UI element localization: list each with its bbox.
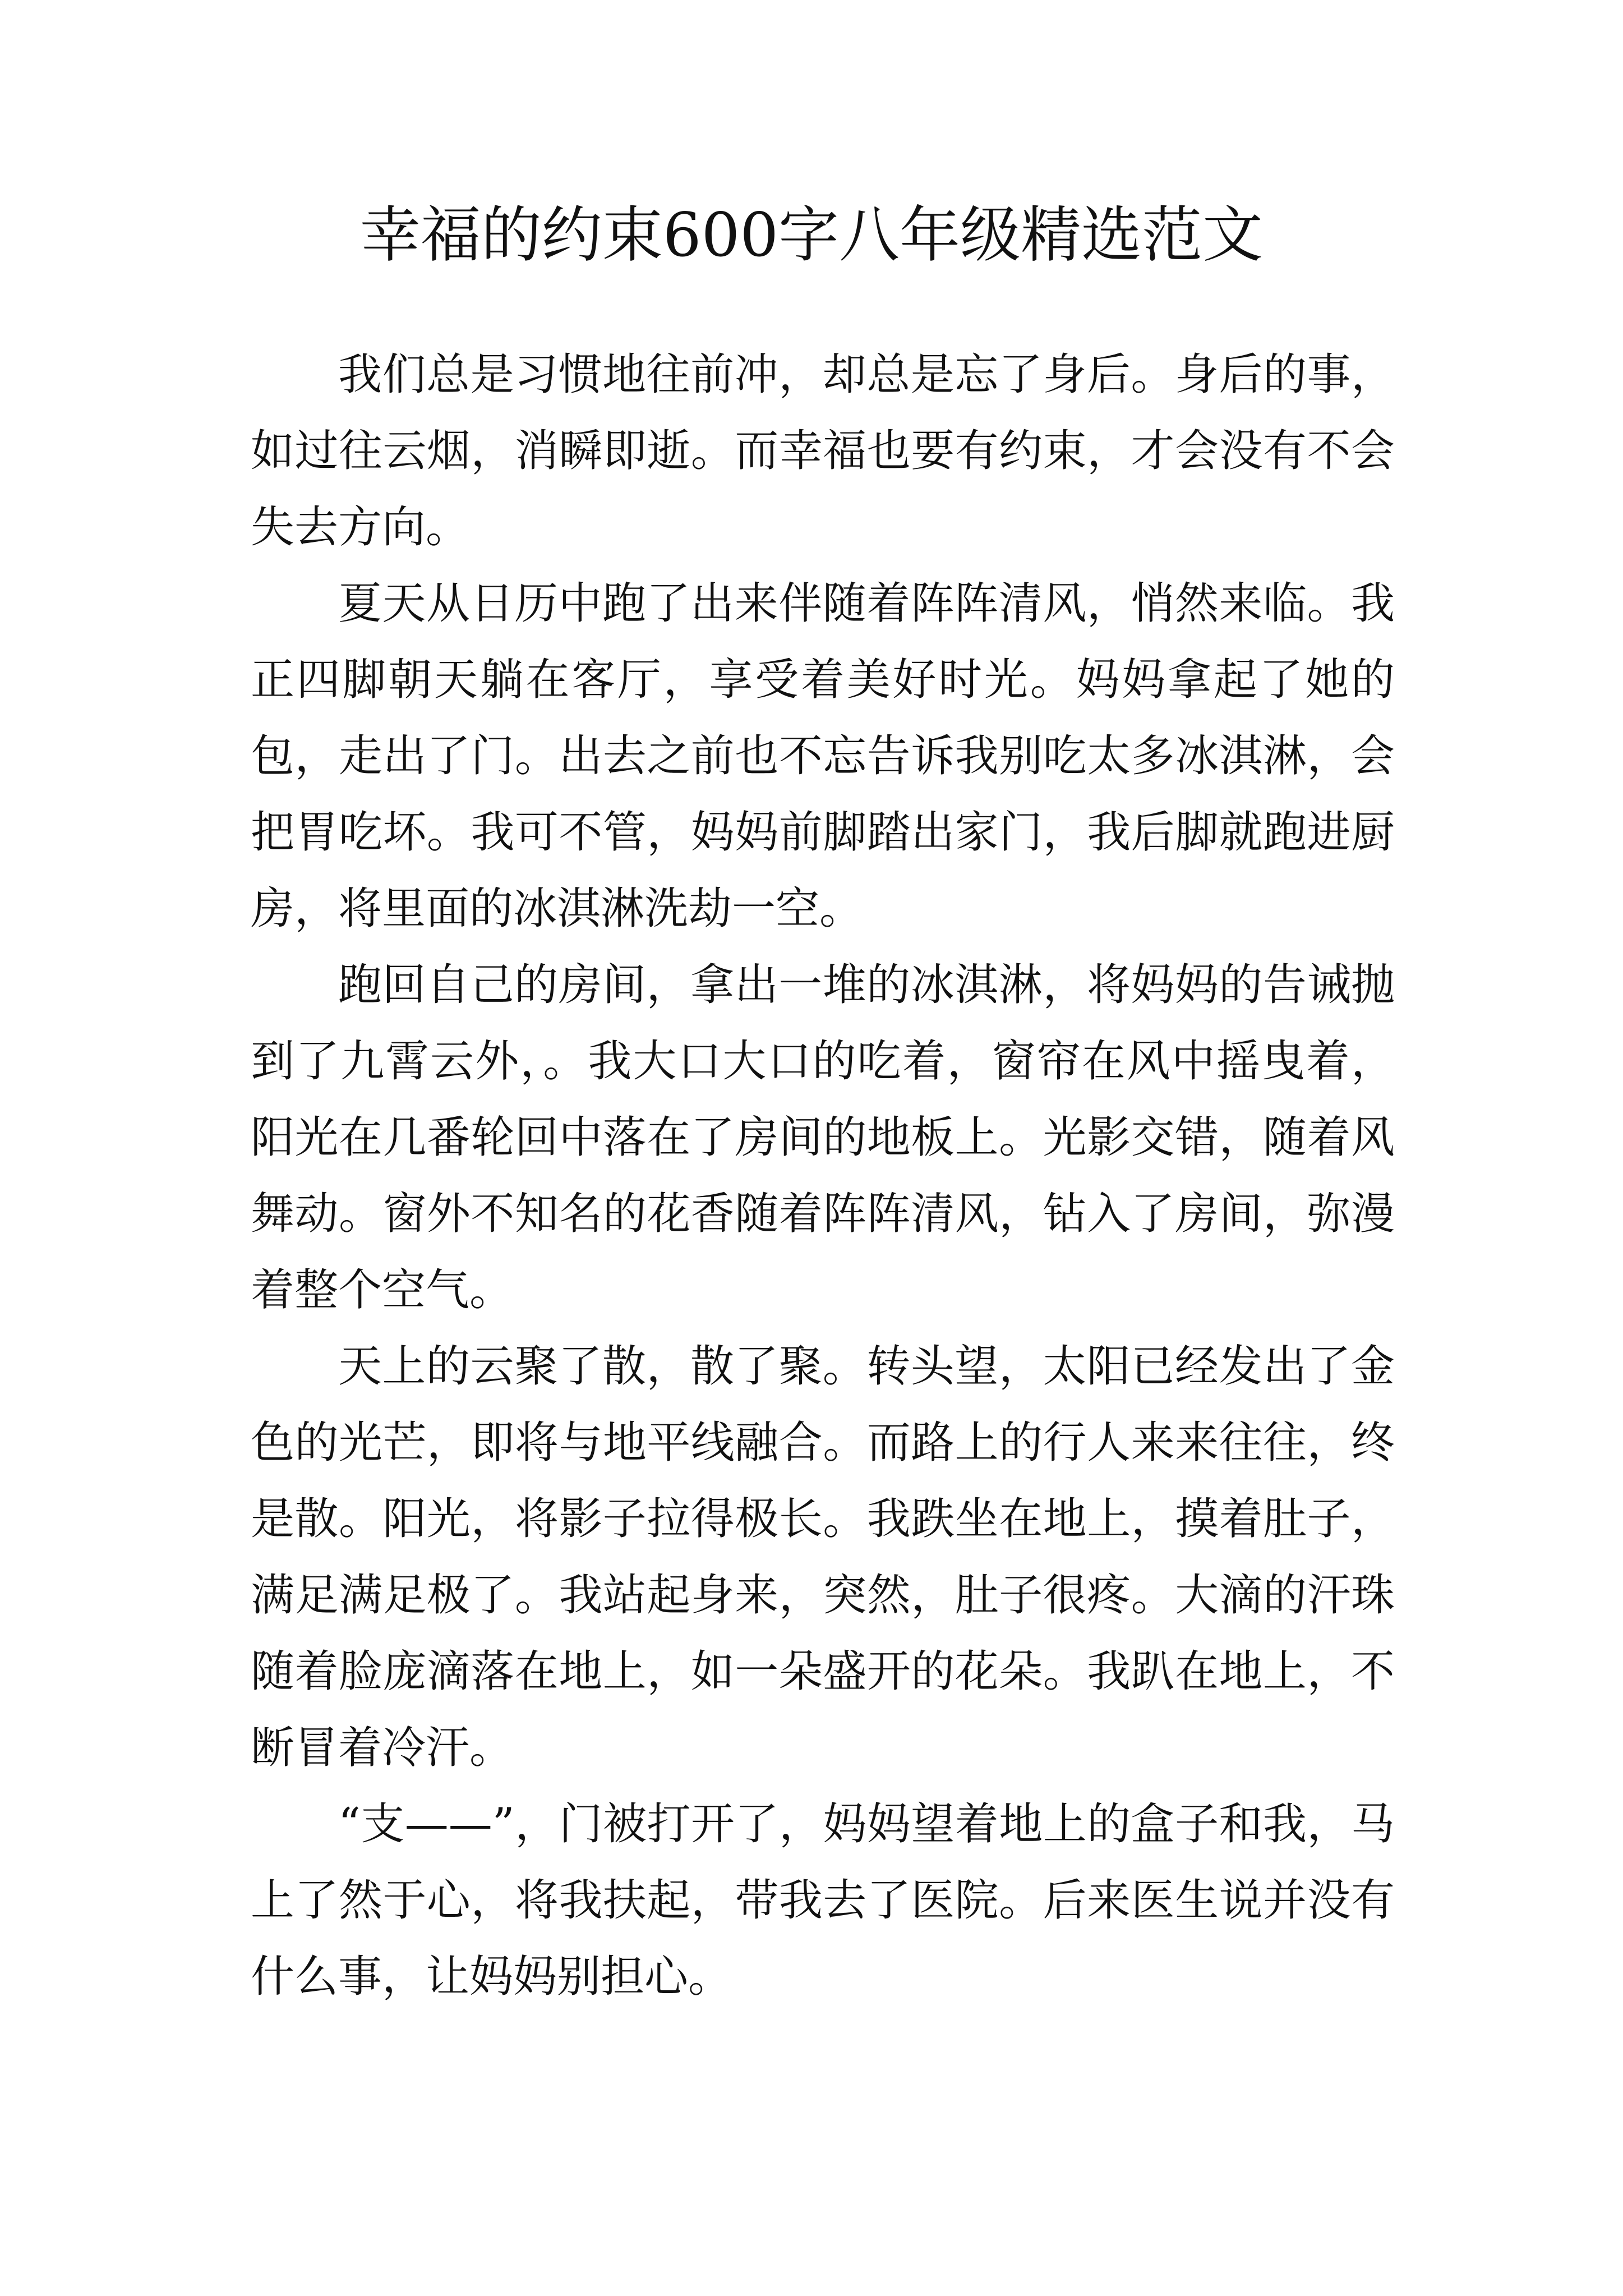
paragraph-3: 跑回自己的房间，拿出一堆的冰淇淋，将妈妈的告诫抛到了九霄云外，。我大口大口的吃着，窗帘在风中摇曳着，阳光在几番轮回中落在了房间的地板上。光影交错，随着风舞动。窗外不知名的花香随着阵阵清风，钻入了房间，弥漫着整个空气。 [251, 960, 1395, 1315]
paragraph-5: “支——”，门被打开了，妈妈望着地上的盒子和我，马上了然于心，将我扶起，带我去了医院。后来医生说并没有什么事，让妈妈别担心。 [251, 1799, 1395, 2002]
document-body [251, 337, 1395, 2015]
paragraph-2: 夏天从日历中跑了出来伴随着阵阵清风，悄然来临。我正四脚朝天躺在客厅，享受着美好时光。妈妈拿起了她的包，走出了门。出去之前也不忘告诉我别吃太多冰淇淋，会把胃吃坏。我可不管，妈妈前脚踏出家门，我后脚就跑进厨房，将里面的冰淇淋洗劫一空。 [251, 578, 1395, 934]
paragraph-4: 天上的云聚了散，散了聚。转头望，太阳已经发出了金色的光芒，即将与地平线融合。而路上的行人来来往往，终是散。阳光，将影子拉得极长。我跌坐在地上，摸着肚子，满足满足极了。我站起身来，突然，肚子很疼。大滴的汗珠随着脸庞滴落在地上，如一朵盛开的花朵。我趴在地上，不断冒着冷汗。 [251, 1341, 1395, 1773]
paragraph-1: 我们总是习惯地往前冲，却总是忘了身后。身后的事，如过往云烟，消瞬即逝。而幸福也要有约束，才会没有不会失去方向。 [251, 349, 1395, 553]
document-title: 幸福的约束600字八年级精选范文 [359, 200, 1264, 270]
